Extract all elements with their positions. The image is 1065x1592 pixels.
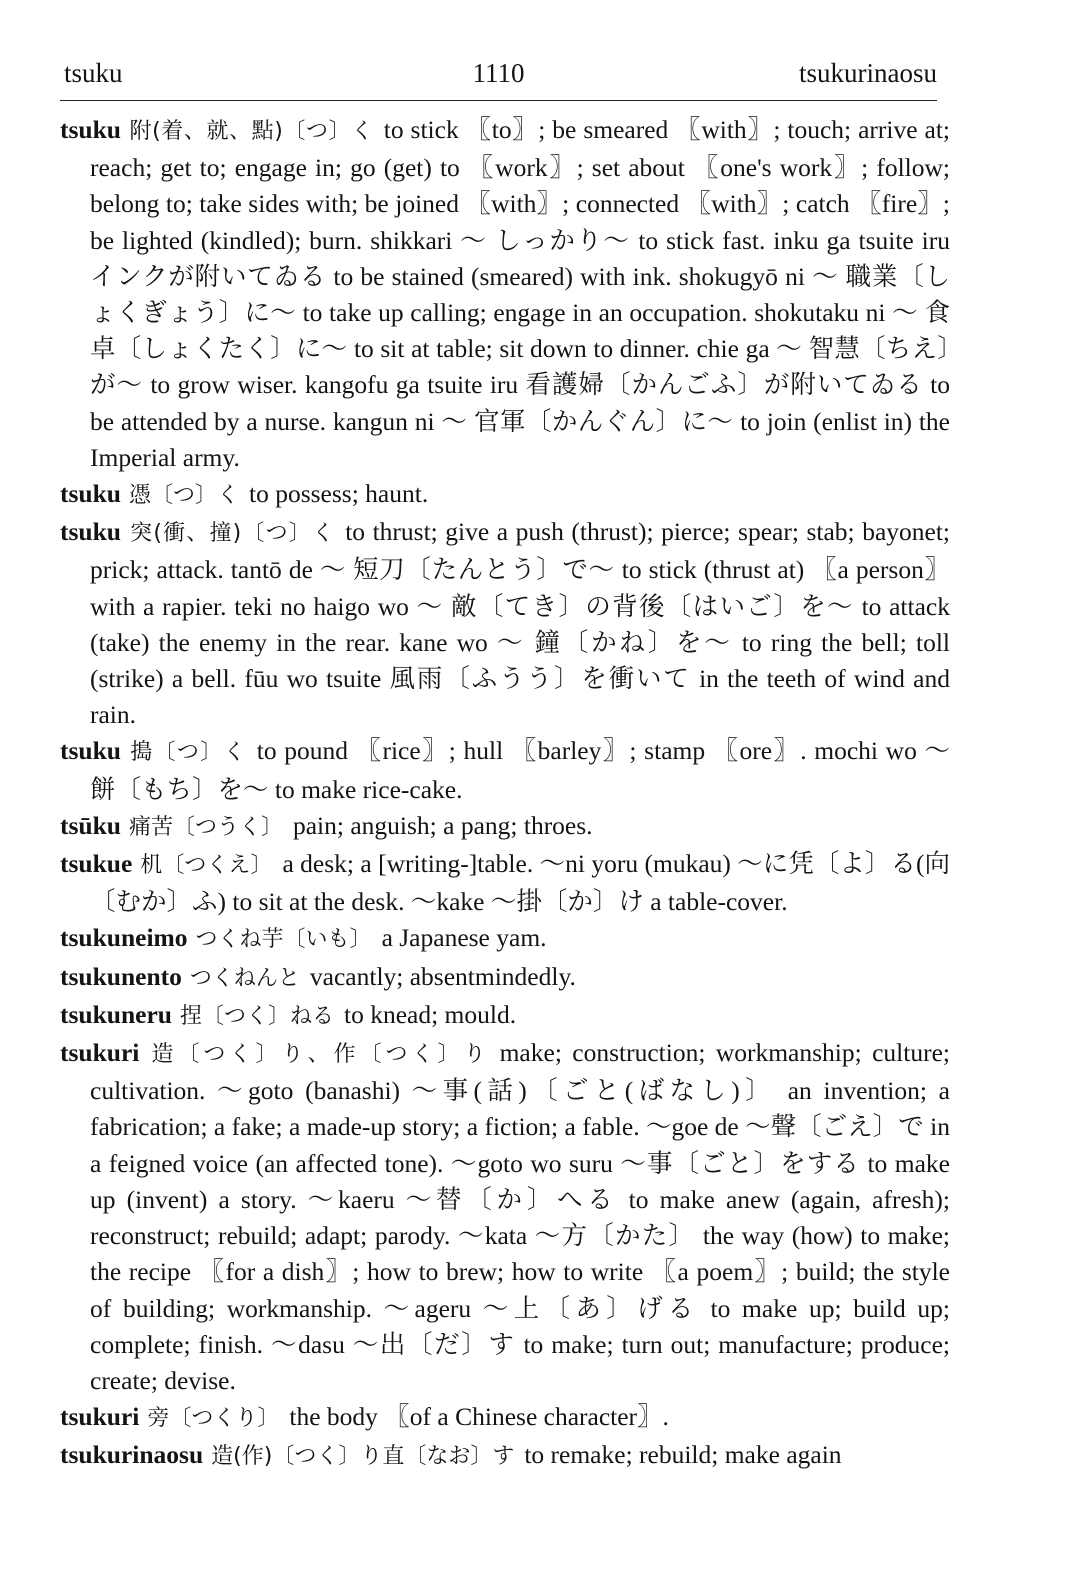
entry-kanji: 捏〔つく〕ねる — [179, 1003, 334, 1029]
entry-tsukue — [60, 846, 950, 920]
page-number: 1110 — [472, 58, 525, 88]
entry-tsuku-3 — [60, 514, 950, 733]
entry-tsukuri-1 — [60, 1035, 950, 1399]
entry-definition: vacantly; absentmindedly. — [309, 961, 576, 991]
entry-kanji: つくね芋〔いも〕 — [195, 927, 372, 953]
entry-definition: make; construction; workmanship; culture; cultivation. ～goto (banashi) ～事(話)〔ごと(ばなし)〕 an invention; a fabrication; a fake; a made-up story; a fiction; a fable. ～goe de ～聲〔ごえ〕で in a feigned voice (an affected tone). ～goto wo suru ～事〔ごと〕をする to make up (invent) a story. ～kaeru ～替〔か〕へる to make anew (again, afresh); reconstruct; rebuild; adapt; parody. ～kata ～方〔かた〕 the way (how) to make; the recipe 〖for a dish〗; how to brew; how to write 〖a poem〗; build; the style of building; workmanship. ～ageru ～上〔あ〕げる to make up; build up; complete; finish. ～dasu ～出〔だ〕す to make; turn out; manufacture; produce; create; devise. — [90, 1038, 950, 1395]
entry-kanji: 造(作)〔つく〕り直〔なお〕す — [211, 1444, 515, 1470]
entry-list — [60, 112, 950, 1476]
entry-headword: tsukurinaosu — [60, 1440, 204, 1470]
page-header — [60, 56, 937, 101]
entry-headword: tsukuri — [60, 1038, 140, 1068]
entry-tsukuneimo — [60, 920, 950, 958]
entry-headword: tsukuneimo — [60, 923, 188, 953]
entry-tsuku-2 — [60, 476, 950, 514]
entry-kanji: 机〔つくえ〕 — [140, 853, 273, 879]
entry-definition: the body 〖of a Chinese character〗. — [289, 1402, 669, 1432]
entry-kanji: 搗〔つ〕く — [128, 740, 247, 766]
entry-definition: to remake; rebuild; make again — [524, 1440, 842, 1470]
entry-definition: to thrust; give a push (thrust); pierce; spear; stab; bayonet; prick; attack. tantō de ～ 短刀〔たんとう〕で～ to stick (thrust at) 〖a person〗 with a rapier. teki no haigo wo ～ 敵〔てき〕の背後〔はいご〕を～ to attack (take) the enemy in the rear. kane wo ～ 鐘〔かね〕を～ to ring the bell; toll (strike) a bell. fūu wo tsuite 風雨〔ふうう〕を衝いて in the teeth of wind and rain. — [90, 517, 950, 730]
entry-kanji: 附(着、就、點)〔つ〕く — [128, 119, 374, 144]
entry-headword: tsukunento — [60, 961, 182, 991]
entry-headword: tsukue — [60, 849, 133, 879]
entry-tsukunento — [60, 959, 950, 997]
entry-tsukuneru — [60, 997, 950, 1035]
entry-kanji: 突(衝、撞)〔つ〕く — [128, 521, 336, 547]
entry-kanji: つくねんと — [189, 965, 300, 991]
entry-tsuuku — [60, 808, 950, 846]
entry-tsukuri-2 — [60, 1399, 950, 1437]
entry-definition: pain; anguish; a pang; throes. — [292, 810, 593, 840]
entry-tsukurinaosu — [60, 1437, 950, 1475]
entry-headword: tsukuneru — [60, 999, 172, 1029]
entry-headword: tsuku — [60, 479, 121, 509]
entry-kanji: 痛苦〔つうく〕 — [128, 814, 283, 840]
entry-definition: to pound 〖rice〗; hull 〖barley〗; stamp 〖ore〗. mochi wo ～ 餅〔もち〕を～ to make rice-cake. — [90, 736, 950, 804]
entry-definition: a desk; a [writing-]table. ～ni yoru (mukau) ～に凭〔よ〕る(向〔むか〕ふ) to sit at the desk. ～kake ～掛〔か〕け a table-cover. — [90, 849, 950, 917]
header-left-guide-word: tsuku — [64, 58, 123, 88]
entry-headword: tsuku — [60, 736, 121, 766]
entry-definition: to stick 〖to〗; be smeared 〖with〗; touch; arrive at; reach; get to; engage in; go (get) to 〖work〗; set about 〖one's work〗; follow; belong to; take sides with; be joined 〖with〗; connected 〖with〗; catch 〖fire〗; be lighted (kindled); burn. shikkari ～ しっかり～ to stick fast. inku ga tsuite iru インクが附いてゐる to be stained (smeared) with ink. shokugyō ni ～ 職業〔しょくぎょう〕に～ to take up calling; engage in an occupation. shokutaku ni ～ 食卓〔しょくたく〕に～ to sit at table; sit down to dinner. chie ga ～ 智慧〔ちえ〕が～ to grow wiser. kangofu ga tsuite iru 看護婦〔かんごふ〕が附いてゐる to be attended by a nurse. kangun ni ～ 官軍〔かんぐん〕に～ to join (enlist in) the Imperial army. — [90, 115, 950, 472]
entry-headword: tsukuri — [60, 1402, 140, 1432]
entry-tsuku-1 — [60, 112, 950, 476]
entry-definition: to knead; mould. — [343, 999, 517, 1029]
entry-headword: tsuku — [60, 115, 121, 144]
entry-headword: tsūku — [60, 810, 121, 840]
entry-kanji: 造〔つく〕り、作〔つく〕り — [147, 1042, 490, 1068]
entry-tsuku-4 — [60, 733, 950, 807]
entry-headword: tsuku — [60, 517, 121, 547]
entry-definition: to possess; haunt. — [248, 479, 429, 509]
entry-kanji: 憑〔つ〕く — [128, 483, 239, 509]
header-right-guide-word: tsukurinaosu — [799, 58, 937, 88]
entry-kanji: 旁〔つくり〕 — [147, 1406, 280, 1432]
entry-definition: a Japanese yam. — [381, 923, 547, 953]
